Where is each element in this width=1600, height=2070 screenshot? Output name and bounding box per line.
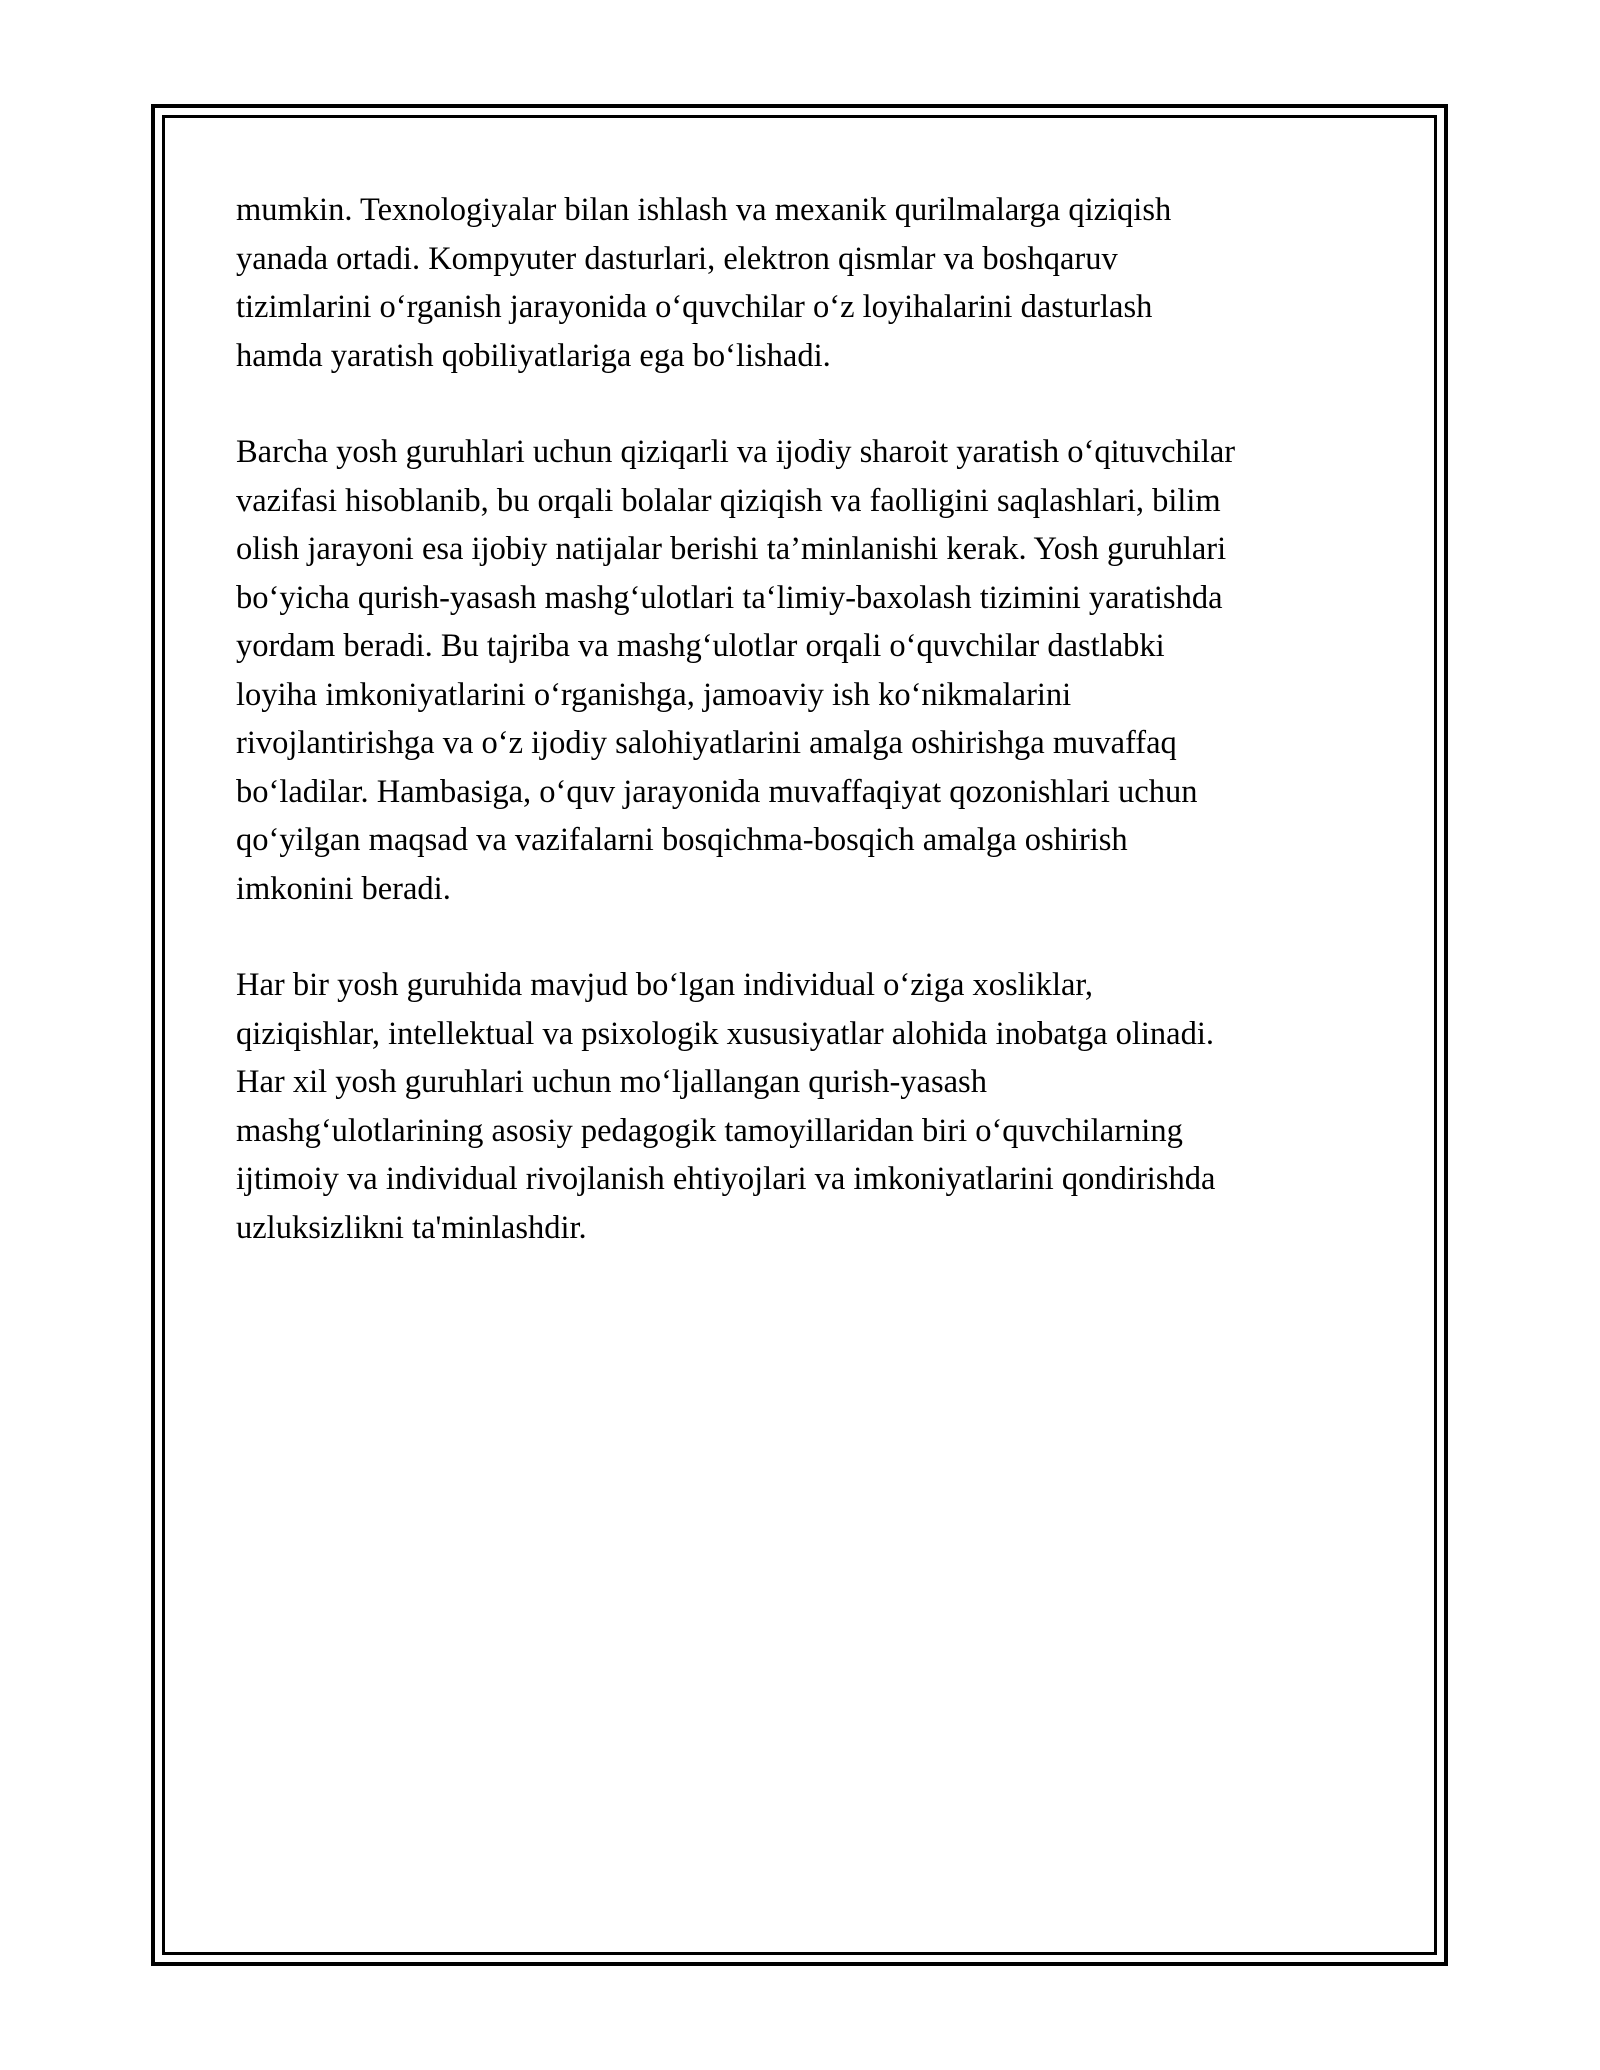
paragraph-3: Har bir yosh guruhida mavjud bo‘lgan individual o‘ziga xosliklar, qiziqishlar, intellektual va psixologik xususiyatlar alohida inobatga olinadi. Har xil yosh guruhlari uchun mo‘ljallangan qurish-yasash mashg‘ulotlarining asosiy pedagogik tamoyillaridan biri o‘quvchilarning ijtimoiy va individual rivojlanish ehtiyojlari va imkoniyatlarini qondirishda uzluksizlikni ta'minlashdir. [236,967,1216,1246]
paragraph-2: Barcha yosh guruhlari uchun qiziqarli va ijodiy sharoit yaratish o‘qituvchilar vazifasi hisoblanib, bu orqali bolalar qiziqish va faolligini saqlashlari, bilim olish jarayoni esa ijobiy natijalar berishi ta’minlanishi kerak. Yosh guruhlari bo‘yicha qurish-yasash mashg‘ulotlari ta‘limiy-baxolash tizimini yaratishda yordam beradi. Bu tajriba va mashg‘ulotlar orqali o‘quvchilar dastlabki loyiha imkoniyatlarini o‘rganishga, jamoaviy ish ko‘nikmalarini rivojlantirishga va o‘z ijodiy salohiyatlarini amalga oshirishga muvaffaq bo‘ladilar. Hambasiga, o‘quv jarayonida muvaffaqiyat qozonishlari uchun qo‘yilgan maqsad va vazifalarni bosqichma-bosqich amalga oshirish imkonini beradi. [236,434,1236,907]
paragraph-1: mumkin. Texnologiyalar bilan ishlash va mexanik qurilmalarga qiziqish yanada ortadi. Kompyuter dasturlari, elektron qismlar va boshqaruv tizimlarini o‘rganish jarayonida o‘quvchilar o‘z loyihalarini dasturlash hamda yaratish qobiliyatlariga ega bo‘lishadi. [236,192,1172,374]
document-body [236,186,1376,1300]
